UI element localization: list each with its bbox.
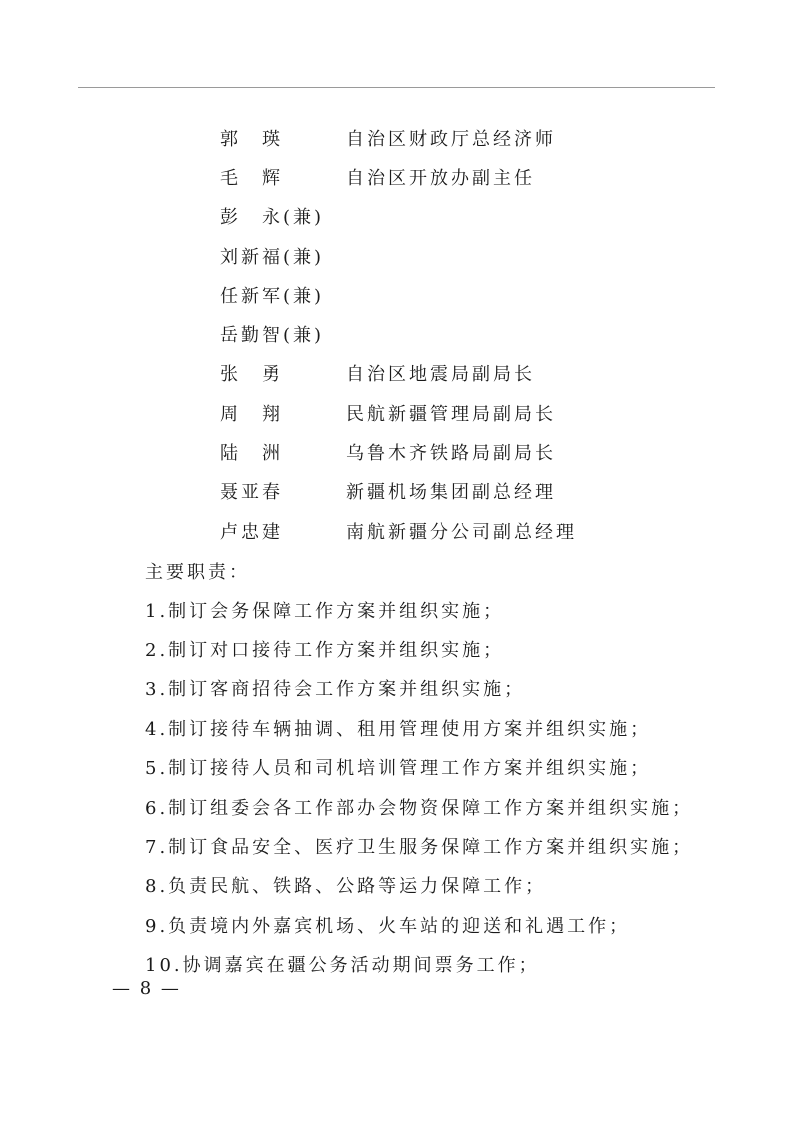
- member-name: 岳勤智(兼): [220, 325, 325, 347]
- member-row: [220, 275, 740, 314]
- member-title: 自治区开放办副主任: [346, 167, 535, 189]
- member-row: [220, 157, 740, 196]
- header-rule: [78, 87, 715, 88]
- duty-item: 10.协调嘉宾在疆公务活动期间票务工作；: [145, 955, 540, 977]
- member-row: [220, 472, 740, 511]
- duty-item: 7.制订食品安全、医疗卫生服务保障工作方案并组织实施；: [145, 837, 694, 859]
- member-name: 陆 洲: [220, 443, 283, 465]
- member-row: [220, 197, 740, 236]
- member-name: 毛 辉: [220, 167, 283, 189]
- duty-item: 1.制订会务保障工作方案并组织实施；: [145, 600, 505, 622]
- member-row: [220, 118, 740, 157]
- member-name: 彭 永(兼): [220, 207, 325, 229]
- duties-section: [145, 552, 745, 984]
- member-name: 张 勇: [220, 364, 283, 386]
- member-title: 自治区地震局副局长: [346, 364, 535, 386]
- member-name: 任新军(兼): [220, 285, 325, 307]
- member-title: 乌鲁木齐铁路局副局长: [346, 443, 556, 465]
- member-row: [220, 432, 740, 471]
- member-name: 刘新福(兼): [220, 246, 325, 268]
- duties-heading: 主要职责：: [145, 562, 250, 583]
- duty-item: 8.负责民航、铁路、公路等运力保障工作；: [145, 876, 547, 898]
- member-title: 民航新疆管理局副局长: [346, 403, 556, 425]
- member-title: 南航新疆分公司副总经理: [346, 521, 577, 543]
- duty-item: 5.制订接待人员和司机培训管理工作方案并组织实施；: [145, 758, 652, 780]
- member-name: 卢忠建: [220, 521, 283, 543]
- duty-item: 6.制订组委会各工作部办会物资保障工作方案并组织实施；: [145, 797, 694, 819]
- duty-item: 9.负责境内外嘉宾机场、火车站的迎送和礼遇工作；: [145, 915, 631, 937]
- duty-item: 3.制订客商招待会工作方案并组织实施；: [145, 679, 526, 701]
- member-name: 周 翔: [220, 403, 283, 425]
- member-row: [220, 393, 740, 432]
- page-number: — 8 —: [112, 978, 181, 999]
- member-row: [220, 236, 740, 275]
- member-row: [220, 354, 740, 393]
- member-title: 新疆机场集团副总经理: [346, 482, 556, 504]
- duty-item: 4.制订接待车辆抽调、租用管理使用方案并组织实施；: [145, 718, 652, 740]
- member-name: 郭 瑛: [220, 128, 283, 150]
- member-roster: [220, 118, 740, 550]
- member-name: 聂亚春: [220, 482, 283, 504]
- member-row: [220, 314, 740, 353]
- member-row: [220, 511, 740, 550]
- member-title: 自治区财政厅总经济师: [346, 128, 556, 150]
- duty-item: 2.制订对口接待工作方案并组织实施；: [145, 640, 505, 662]
